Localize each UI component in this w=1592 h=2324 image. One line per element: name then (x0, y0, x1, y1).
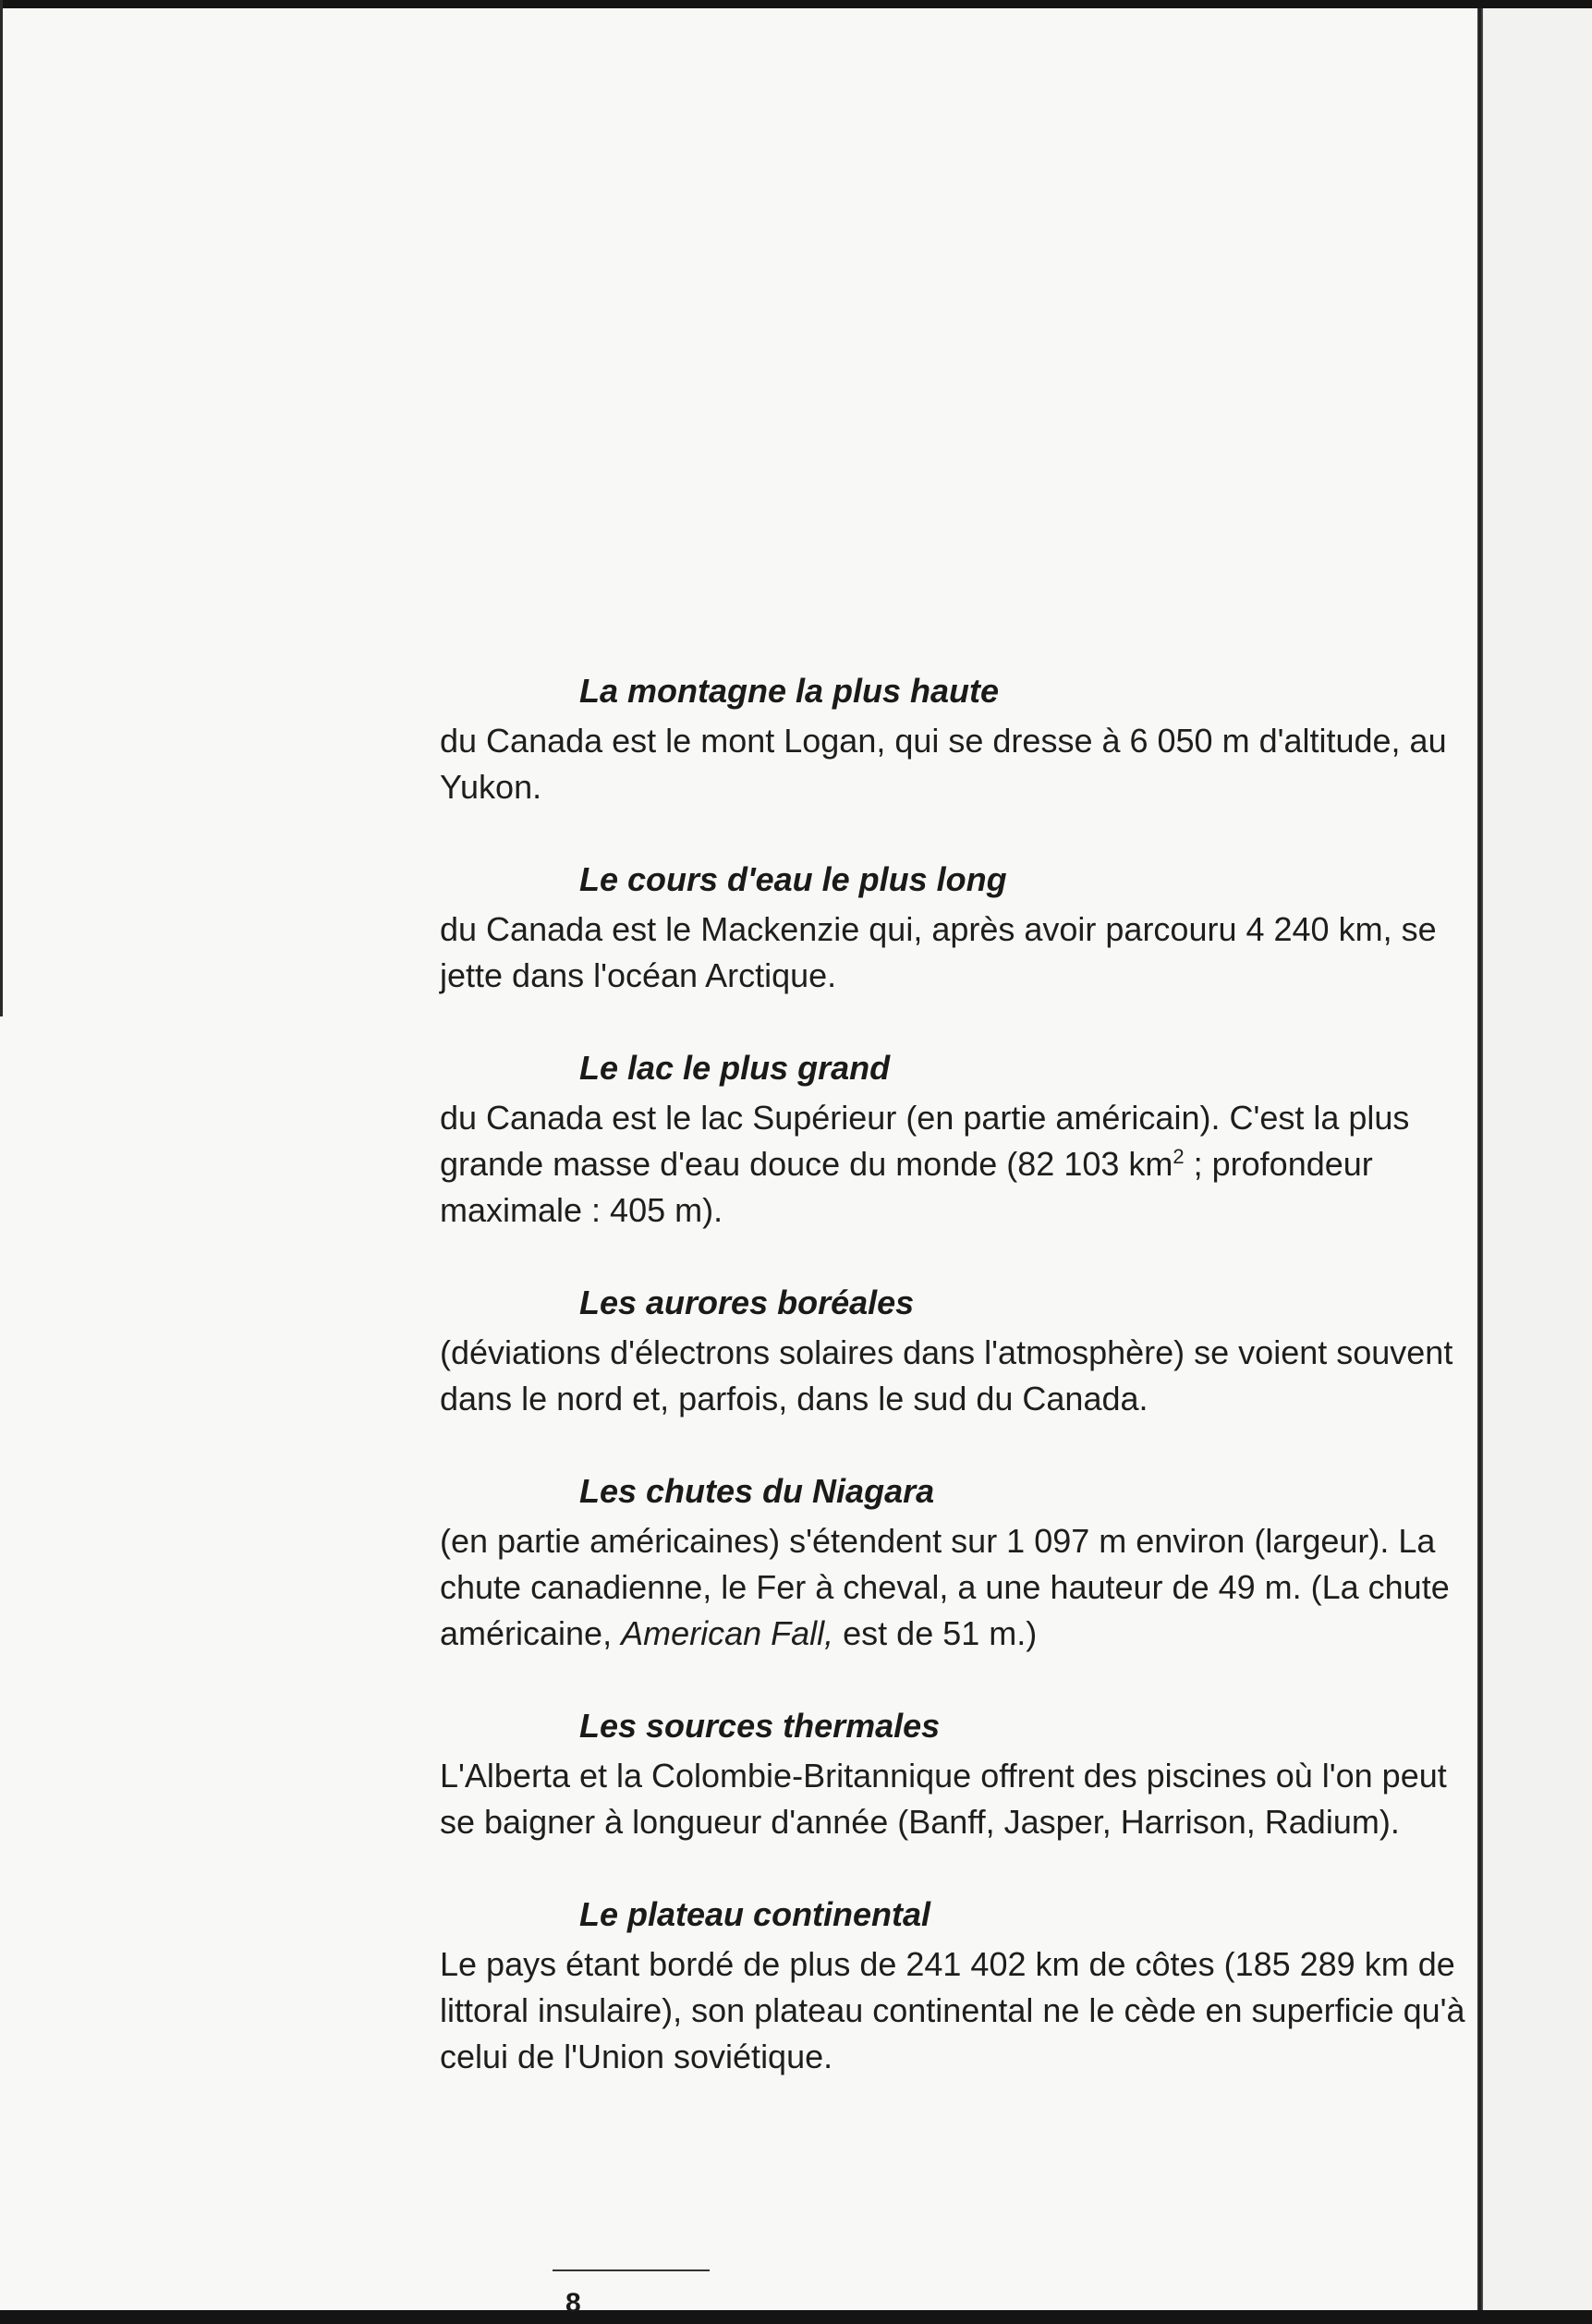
entry-body (440, 1518, 1465, 1657)
entry-body: du Canada est le mont Logan, qui se dresse à 6 050 m d'altitude, au Yukon. (440, 722, 1447, 806)
entry-title: La montagne la plus haute (579, 672, 1000, 710)
entry-largest-lake (440, 1045, 1465, 1234)
superscript-exponent: 2 (1173, 1145, 1185, 1168)
entry-body-text: (en partie américaines) s'étendent sur 1 097 m environ (largeur). La chute canadienne, le Fer à cheval, a une hauteur de 49 m. (La chute américaine, (440, 1522, 1450, 1652)
entry-body (440, 1095, 1465, 1234)
entry-body-text: ; profondeur maximale : 405 m). (440, 1145, 1373, 1229)
entry-body: L'Alberta et la Colombie-Britannique offrent des piscines où l'on peut se baigner à longueur d'année (Banff, Jasper, Harrison, Radium). (440, 1757, 1447, 1841)
entry-title: Le cours d'eau le plus long (579, 860, 1007, 898)
entry-longest-river (440, 857, 1465, 999)
entry-niagara-falls (440, 1468, 1465, 1657)
page-content (440, 668, 1465, 2126)
entry-title: Les aurores boréales (579, 1284, 915, 1321)
entry-northern-lights (440, 1280, 1465, 1422)
entry-body-text: est de 51 m.) (833, 1614, 1038, 1652)
entry-title: Le lac le plus grand (579, 1049, 891, 1087)
entry-body-text: du Canada est le lac Supérieur (en partie américain). C'est la plus grande masse d'eau douce du monde (82 103 km (440, 1099, 1410, 1183)
page-gutter-edge (1477, 8, 1483, 2310)
entry-title: Les chutes du Niagara (579, 1472, 935, 1510)
entry-body: Le pays étant bordé de plus de 241 402 km de côtes (185 289 km de littoral insulaire), son plateau continental ne le cède en superficie qu'à celui de l'Union soviétique. (440, 1945, 1465, 2075)
page-number-rule (553, 2269, 710, 2271)
italic-term: American Fall, (621, 1614, 834, 1652)
page-number: 8 (565, 2288, 581, 2318)
entry-continental-shelf (440, 1892, 1465, 2080)
scan-right-margin (1483, 8, 1592, 2310)
scan-bottom-edge (0, 2310, 1592, 2324)
entry-highest-mountain (440, 668, 1465, 810)
scan-top-edge (0, 0, 1592, 8)
entry-body: du Canada est le Mackenzie qui, après avoir parcouru 4 240 km, se jette dans l'océan Arctique. (440, 910, 1437, 994)
scan-left-edge (0, 0, 3, 1016)
entry-body: (déviations d'électrons solaires dans l'atmosphère) se voient souvent dans le nord et, parfois, dans le sud du Canada. (440, 1333, 1453, 1418)
entry-title: Les sources thermales (579, 1707, 941, 1745)
entry-hot-springs (440, 1703, 1465, 1845)
entry-title: Le plateau continental (579, 1895, 931, 1933)
